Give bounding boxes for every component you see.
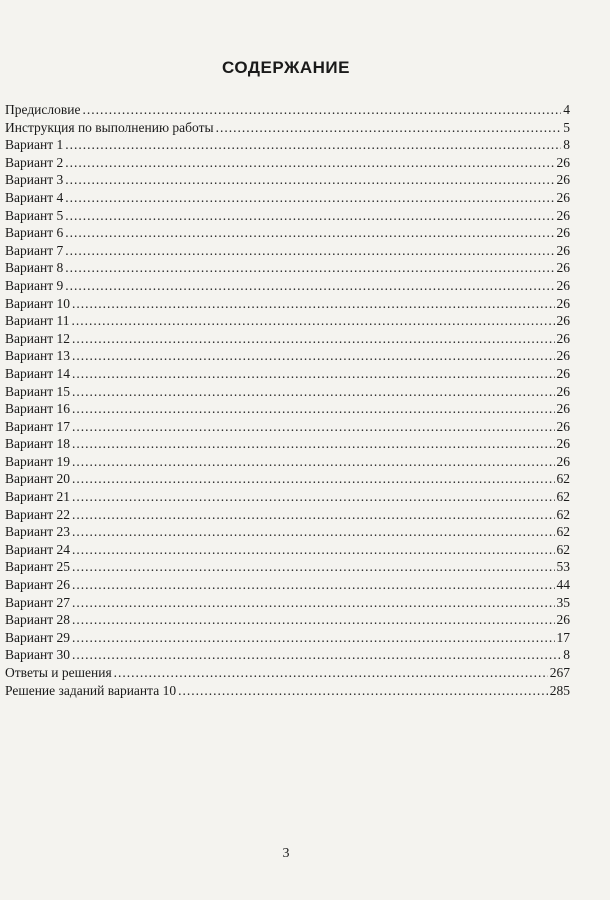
toc-leader-dots — [65, 207, 554, 225]
page-number: 3 — [282, 846, 290, 861]
toc-leader-dots — [65, 242, 554, 260]
toc-leader-dots — [72, 383, 555, 401]
toc-entry-label: Ответы и решения — [5, 665, 112, 680]
toc-entry-label: Решение заданий варианта 10 — [5, 682, 177, 698]
toc-leader-dots — [178, 682, 548, 700]
toc-leader-dots — [82, 101, 561, 119]
toc-entry — [5, 136, 570, 154]
toc-entry-page: 26 — [556, 154, 570, 170]
toc-entry-page: 17 — [556, 629, 570, 645]
toc-leader-dots — [72, 646, 561, 664]
toc-entry-page: 26 — [556, 242, 570, 258]
toc-entry-page: 26 — [556, 348, 570, 364]
toc-entry — [5, 171, 570, 189]
toc-entry-label: Вариант 25 — [5, 559, 70, 575]
toc-entry-label: Вариант 27 — [5, 594, 70, 610]
toc-entry — [5, 365, 570, 383]
toc-entry-page: 26 — [556, 172, 570, 188]
toc-entry-page: 8 — [563, 647, 570, 663]
toc-leader-dots — [72, 470, 555, 488]
toc-entry-label: Вариант 20 — [5, 471, 70, 487]
toc-leader-dots — [72, 558, 555, 576]
toc-leader-dots — [72, 295, 555, 313]
toc-entry-label: Вариант 14 — [5, 365, 70, 381]
toc-leader-dots — [72, 576, 555, 594]
toc-entry-label: Вариант 16 — [5, 401, 70, 417]
page-title: СОДЕРЖАНИЕ — [222, 58, 350, 77]
toc-entry-page: 4 — [563, 102, 570, 117]
toc-entry-label: Вариант 23 — [5, 524, 70, 540]
toc-entry — [5, 154, 570, 172]
toc-leader-dots — [72, 523, 555, 541]
toc-leader-dots — [65, 224, 554, 242]
toc-leader-dots — [65, 171, 554, 189]
toc-leader-dots — [72, 453, 555, 471]
toc-entry-label: Вариант 13 — [5, 348, 70, 364]
toc-entry-label: Вариант 15 — [5, 383, 70, 399]
toc-entry-label: Вариант 8 — [5, 260, 64, 276]
toc-entry-page: 26 — [556, 330, 570, 346]
toc-entry-page: 26 — [556, 418, 570, 434]
toc-entry — [5, 418, 570, 436]
toc-entry-page: 26 — [556, 383, 570, 399]
toc-leader-dots — [72, 594, 555, 612]
toc-entry — [5, 558, 570, 576]
toc-entry — [5, 119, 570, 137]
toc-entry-label: Вариант 2 — [5, 154, 64, 170]
toc-entry — [5, 611, 570, 629]
toc-entry — [5, 207, 570, 225]
toc-entry-label: Вариант 29 — [5, 629, 70, 645]
toc-entry — [5, 576, 570, 594]
toc-leader-dots — [72, 629, 555, 647]
toc-entry-page: 26 — [556, 365, 570, 381]
toc-entry-page: 62 — [556, 506, 570, 522]
toc-leader-dots — [72, 365, 555, 383]
toc-entry-label: Вариант 5 — [5, 207, 64, 223]
toc-entry-label: Предисловие — [5, 102, 81, 117]
toc-entry — [5, 189, 570, 207]
toc-entry-page: 26 — [556, 295, 570, 311]
toc-entry — [5, 101, 570, 119]
toc-entry-label: Вариант 17 — [5, 418, 70, 434]
toc-leader-dots — [72, 506, 555, 524]
toc-entry-page: 26 — [556, 225, 570, 241]
toc-entry-label: Вариант 12 — [5, 330, 70, 346]
toc-entry-label: Вариант 9 — [5, 277, 64, 293]
toc-entry-label: Вариант 10 — [5, 295, 70, 311]
toc-entry — [5, 330, 570, 348]
toc-entry-label: Вариант 30 — [5, 647, 70, 663]
toc-entry-page: 26 — [556, 313, 570, 329]
toc-entry-label: Вариант 7 — [5, 242, 64, 258]
toc-entry — [5, 470, 570, 488]
toc-leader-dots — [65, 154, 554, 172]
toc-entry — [5, 400, 570, 418]
toc-entry — [5, 646, 570, 664]
toc-entry-page: 26 — [556, 401, 570, 417]
toc-entry — [5, 347, 570, 365]
table-of-contents — [5, 101, 570, 699]
toc-entry-page: 26 — [556, 277, 570, 293]
toc-entry — [5, 383, 570, 401]
toc-leader-dots — [72, 418, 555, 436]
toc-entry-page: 5 — [563, 119, 570, 135]
toc-entry — [5, 629, 570, 647]
toc-entry-page: 26 — [556, 207, 570, 223]
toc-entry — [5, 224, 570, 242]
toc-leader-dots — [72, 400, 555, 418]
toc-entry-page: 26 — [556, 612, 570, 628]
toc-leader-dots — [71, 312, 554, 330]
toc-entry-label: Вариант 18 — [5, 436, 70, 452]
toc-entry — [5, 277, 570, 295]
toc-entry-page: 35 — [556, 594, 570, 610]
toc-entry-label: Вариант 11 — [5, 313, 70, 329]
toc-entry — [5, 453, 570, 471]
toc-entry — [5, 295, 570, 313]
toc-entry-label: Вариант 21 — [5, 489, 70, 505]
toc-entry-page: 8 — [563, 137, 570, 153]
toc-entry-page: 26 — [556, 453, 570, 469]
toc-entry-page: 53 — [556, 559, 570, 575]
toc-leader-dots — [72, 435, 555, 453]
toc-leader-dots — [216, 119, 562, 137]
toc-leader-dots — [65, 189, 554, 207]
toc-entry — [5, 523, 570, 541]
toc-leader-dots — [72, 330, 555, 348]
toc-entry-page: 62 — [556, 541, 570, 557]
toc-entry-label: Инструкция по выполнению работы — [5, 119, 214, 135]
toc-leader-dots — [114, 664, 548, 682]
toc-entry-label: Вариант 28 — [5, 612, 70, 628]
toc-entry — [5, 506, 570, 524]
toc-entry-label: Вариант 1 — [5, 137, 64, 153]
toc-leader-dots — [72, 541, 555, 559]
toc-entry-label: Вариант 3 — [5, 172, 64, 188]
toc-entry — [5, 435, 570, 453]
toc-entry-page: 267 — [549, 665, 570, 680]
toc-entry-page: 62 — [556, 471, 570, 487]
toc-entry-page: 26 — [556, 260, 570, 276]
toc-entry-label: Вариант 19 — [5, 453, 70, 469]
toc-entry — [5, 488, 570, 506]
toc-entry — [5, 664, 570, 682]
toc-entry-label: Вариант 6 — [5, 225, 64, 241]
toc-entry-page: 285 — [549, 682, 570, 698]
toc-entry-label: Вариант 4 — [5, 189, 64, 205]
toc-entry-page: 62 — [556, 489, 570, 505]
toc-entry — [5, 242, 570, 260]
toc-entry-label: Вариант 26 — [5, 577, 70, 593]
toc-entry-page: 26 — [556, 189, 570, 205]
toc-entry — [5, 682, 570, 700]
toc-entry-page: 26 — [556, 436, 570, 452]
toc-entry — [5, 259, 570, 277]
toc-leader-dots — [72, 611, 555, 629]
toc-entry-label: Вариант 22 — [5, 506, 70, 522]
toc-leader-dots — [65, 277, 554, 295]
toc-entry — [5, 312, 570, 330]
toc-entry — [5, 594, 570, 612]
toc-entry-page: 44 — [556, 577, 570, 593]
toc-entry — [5, 541, 570, 559]
toc-leader-dots — [65, 259, 554, 277]
toc-entry-page: 62 — [556, 524, 570, 540]
toc-leader-dots — [65, 136, 561, 154]
toc-leader-dots — [72, 488, 555, 506]
toc-leader-dots — [72, 347, 555, 365]
toc-entry-label: Вариант 24 — [5, 541, 70, 557]
